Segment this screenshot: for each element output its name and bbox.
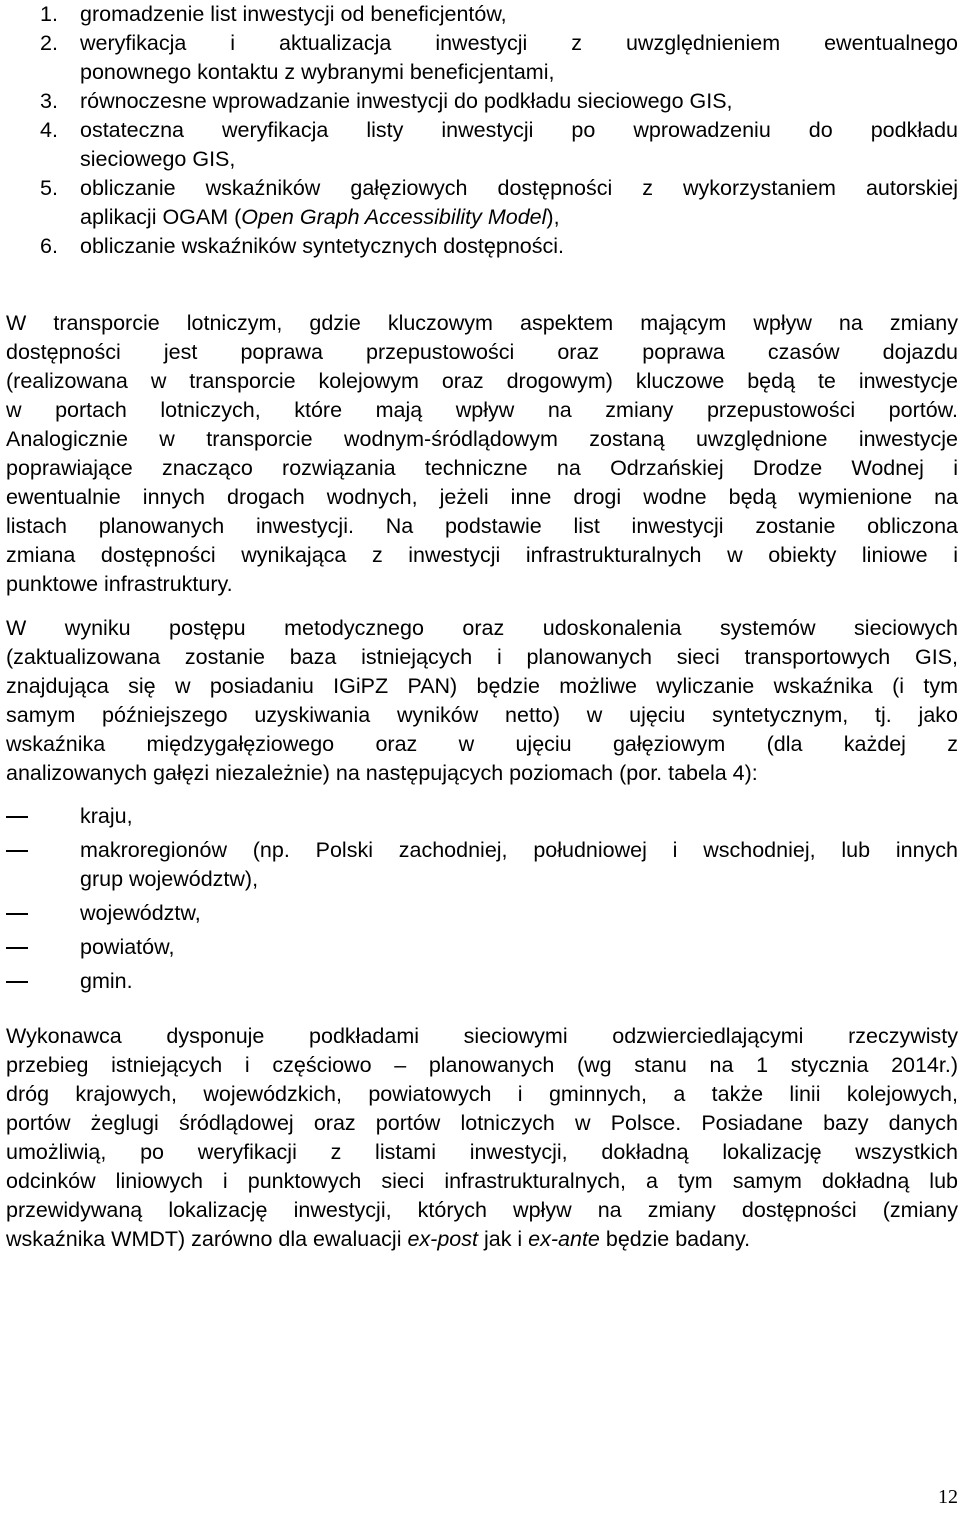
dash-bullet	[6, 850, 28, 852]
list-item-text: ostateczna weryfikacja listy inwestycji po wprowadzeniu do podkładu	[80, 118, 958, 142]
page-number: 12	[938, 1486, 958, 1508]
list-item	[6, 232, 958, 261]
text-run: wskaźnika WMDT) zarówno dla ewaluacji	[6, 1227, 408, 1251]
paragraph-line: poprawiające znacząco rozwiązania techniczne na Odrzańskiej Drodze Wodnej i	[6, 456, 958, 480]
paragraph-line: portów żeglugi śródlądowej oraz portów lotniczych w Polsce. Posiadane bazy danych	[6, 1111, 958, 1135]
list-item-text: gmin.	[80, 969, 133, 993]
list-item	[6, 87, 958, 116]
paragraph-line: przebieg istniejących i częściowo – planowanych (wg stanu na 1 stycznia 2014r.)	[6, 1053, 958, 1077]
text-run: będzie badany.	[599, 1227, 751, 1251]
list-item	[6, 967, 958, 996]
dash-bullet	[6, 913, 28, 915]
italic-term: Open Graph Accessibility Model	[241, 205, 547, 229]
list-item	[6, 802, 958, 831]
list-item-number: 3.	[40, 89, 58, 113]
paragraph-line: W transporcie lotniczym, gdzie kluczowym aspektem mającym wpływ na zmiany	[6, 311, 958, 335]
list-item-text: obliczanie wskaźników syntetycznych dostępności.	[80, 234, 564, 258]
list-item	[6, 116, 958, 174]
list-item-text: makroregionów (np. Polski zachodniej, południowej i wschodniej, lub innych	[80, 838, 958, 862]
paragraph-line: przewidywaną lokalizację inwestycji, których wpływ na zmiany dostępności (zmiany	[6, 1198, 958, 1222]
dash-bullet	[6, 947, 28, 949]
list-item-text: grup województw),	[80, 867, 259, 891]
dash-bullet	[6, 981, 28, 983]
list-item-text: sieciowego GIS,	[80, 147, 236, 171]
paragraph-line: Analogicznie w transporcie wodnym-śródlądowym zostaną uwzględnione inwestycje	[6, 427, 958, 451]
paragraph-line: ewentualnie innych drogach wodnych, jeżeli inne drogi wodne będą wymienione na	[6, 485, 958, 509]
paragraph-line: W wyniku postępu metodycznego oraz udoskonalenia systemów sieciowych	[6, 616, 958, 640]
paragraph-line: Wykonawca dysponuje podkładami sieciowymi odzwierciedlającymi rzeczywisty	[6, 1024, 958, 1048]
paragraph-line: dostępności jest poprawa przepustowości oraz poprawa czasów dojazdu	[6, 340, 958, 364]
list-item-text: województw,	[80, 901, 201, 925]
paragraph-line: zmiana dostępności wynikająca z inwestycji infrastrukturalnych w obiekty liniowe i	[6, 543, 958, 567]
paragraph-line: punktowe infrastruktury.	[6, 572, 233, 596]
numbered-list	[6, 0, 958, 261]
list-item-text: ponownego kontaktu z wybranymi beneficjentami,	[80, 60, 555, 84]
list-item-number: 2.	[40, 31, 58, 55]
list-item	[6, 29, 958, 87]
list-item-number: 6.	[40, 234, 58, 258]
text-run: jak i	[477, 1227, 529, 1251]
paragraph-line: analizowanych gałęzi niezależnie) na następujących poziomach (por. tabela 4):	[6, 761, 758, 785]
italic-term: ex-ante	[528, 1227, 600, 1251]
paragraph-line: wskaźnika międzygałęziowego oraz w ujęciu gałęziowym (dla każdej z	[6, 732, 958, 756]
dash-list	[6, 802, 958, 996]
list-item-text: równoczesne wprowadzanie inwestycji do podkładu sieciowego GIS,	[80, 89, 733, 113]
paragraph-line: w portach lotniczych, które mają wpływ na zmiany przepustowości portów.	[6, 398, 958, 422]
paragraph	[6, 309, 958, 599]
list-item	[6, 899, 958, 928]
paragraph-line	[6, 1225, 958, 1254]
paragraph-line: dróg krajowych, wojewódzkich, powiatowych i gminnych, a także linii kolejowych,	[6, 1082, 958, 1106]
paragraph-line: samym późniejszego uzyskiwania wyników netto) w ujęciu syntetycznym, tj. jako	[6, 703, 958, 727]
list-item-text: kraju,	[80, 804, 133, 828]
dash-bullet	[6, 816, 28, 818]
list-item-text: gromadzenie list inwestycji od beneficjentów,	[80, 2, 507, 26]
paragraph	[6, 1022, 958, 1254]
text-run: aplikacji OGAM (	[80, 205, 242, 229]
paragraph-line: listach planowanych inwestycji. Na podstawie list inwestycji zostanie obliczona	[6, 514, 958, 538]
paragraph-line: (zaktualizowana zostanie baza istniejących i planowanych sieci transportowych GIS,	[6, 645, 958, 669]
list-item-number: 1.	[40, 2, 58, 26]
text-run: ),	[546, 205, 560, 229]
list-item-text: powiatów,	[80, 935, 175, 959]
italic-term: ex-post	[407, 1227, 478, 1251]
paragraph-line: odcinków liniowych i punktowych sieci infrastrukturalnych, a tym samym dokładną lub	[6, 1169, 958, 1193]
paragraph-line: umożliwią, po weryfikacji z listami inwestycji, dokładną lokalizację wszystkich	[6, 1140, 958, 1164]
list-item	[6, 174, 958, 232]
paragraph	[6, 614, 958, 788]
list-item-text: weryfikacja i aktualizacja inwestycji z uwzględnieniem ewentualnego	[80, 31, 958, 55]
list-item	[6, 836, 958, 894]
list-item-number: 4.	[40, 118, 58, 142]
list-item	[6, 933, 958, 962]
list-item	[6, 0, 958, 29]
list-item-text: obliczanie wskaźników gałęziowych dostępności z wykorzystaniem autorskiej	[80, 176, 958, 200]
list-item-text	[80, 203, 958, 232]
paragraph-line: znajdująca się w posiadaniu IGiPZ PAN) będzie możliwe wyliczanie wskaźnika (i tym	[6, 674, 958, 698]
document-page	[6, 0, 958, 1515]
paragraph-line: (realizowana w transporcie kolejowym oraz drogowym) kluczowe będą te inwestycje	[6, 369, 958, 393]
list-item-number: 5.	[40, 176, 58, 200]
